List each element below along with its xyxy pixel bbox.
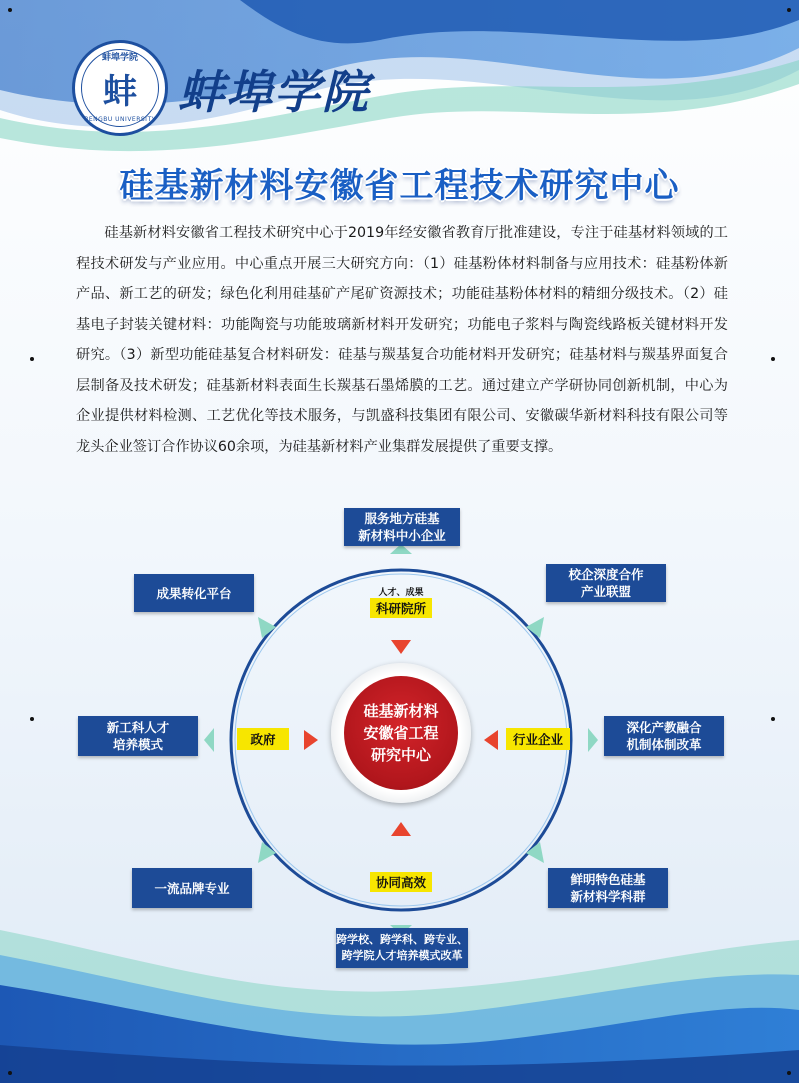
box-cross-discipline-reform — [336, 928, 468, 968]
label-talent-results: 人才、成果 — [378, 588, 424, 598]
box-new-engineering-talent — [78, 716, 198, 756]
box-line: 服务地方硅基 — [364, 511, 440, 526]
box-line: 一流品牌专业 — [154, 880, 230, 896]
box-line: 培养模式 — [112, 737, 163, 752]
university-name: 蚌埠学院 — [178, 65, 370, 119]
box-line: 产业联盟 — [580, 584, 631, 599]
box-serve-local-smes — [344, 508, 460, 546]
box-line: 成果转化平台 — [156, 585, 232, 601]
box-line: 鲜明特色硅基 — [570, 872, 646, 887]
box-line: 新材料学科群 — [570, 889, 646, 904]
center-line-3: 研究中心 — [370, 746, 431, 764]
label-government: 政府 — [237, 728, 289, 750]
center-line-2: 安徽省工程 — [363, 724, 439, 742]
label-industry-enterprises: 行业企业 — [506, 728, 570, 750]
box-line: 跨学校、跨学科、跨专业、 — [336, 933, 468, 946]
page-title: 硅基新材料安徽省工程技术研究中心 — [119, 166, 680, 206]
box-line: 深化产教融合 — [626, 720, 702, 735]
intro-paragraph: 硅基新材料安徽省工程技术研究中心于2019年经安徽省教育厅批准建设，专注于硅基材料领域的工程技术研发与产业应用。中心重点开展三大研究方向：（1）硅基粉体材料制备与应用技术：硅基粉体新产品、新工艺的研发；绿色化利用硅基矿产尾矿资源技术；功能硅基粉体材料的精细分级技术。（2）硅基电子封装关键材料：功能陶瓷与功能玻璃新材料开发研究；功能电子浆料与陶瓷线路板关键材料开发研究。（3）新型功能硅基复合材料研发：硅基与羰基复合功能材料开发研究；硅基材料与羰基界面复合层制备及技术研发；硅基新材料表面生长羰基石墨烯膜的工艺。通过建立产学研协同创新机制，中心为企业提供材料检测、工艺优化等技术服务，与凯盛科技集团有限公司、安徽碳华新材料科技有限公司等龙头企业签订合作协议60余项，为硅基新材料产业集群发展提供了重要支撑。 — [76, 225, 728, 455]
box-school-enterprise-alliance — [546, 564, 666, 602]
box-industry-education-integration — [604, 716, 724, 756]
box-line: 机制体制改革 — [626, 737, 702, 752]
logo-english-text: BENGBU UNIVERSITY — [84, 116, 156, 123]
box-line: 校企深度合作 — [568, 567, 644, 582]
box-line: 新工科人才 — [106, 720, 170, 735]
logo-top-text: 蚌埠学院 — [101, 53, 138, 63]
box-first-class-major — [132, 868, 252, 908]
box-line: 跨学院人才培养模式改革 — [341, 949, 463, 962]
box-distinctive-discipline-group — [548, 868, 668, 908]
center-node — [344, 676, 458, 790]
label-synergy: 协同高效 — [370, 872, 432, 892]
center-line-1: 硅基新材料 — [363, 702, 439, 720]
box-line: 新材料中小企业 — [358, 528, 446, 543]
logo-glyph: 蚌 — [103, 71, 137, 112]
label-research-institutes: 科研院所 — [370, 598, 432, 618]
box-achievement-transfer-platform — [134, 574, 254, 612]
